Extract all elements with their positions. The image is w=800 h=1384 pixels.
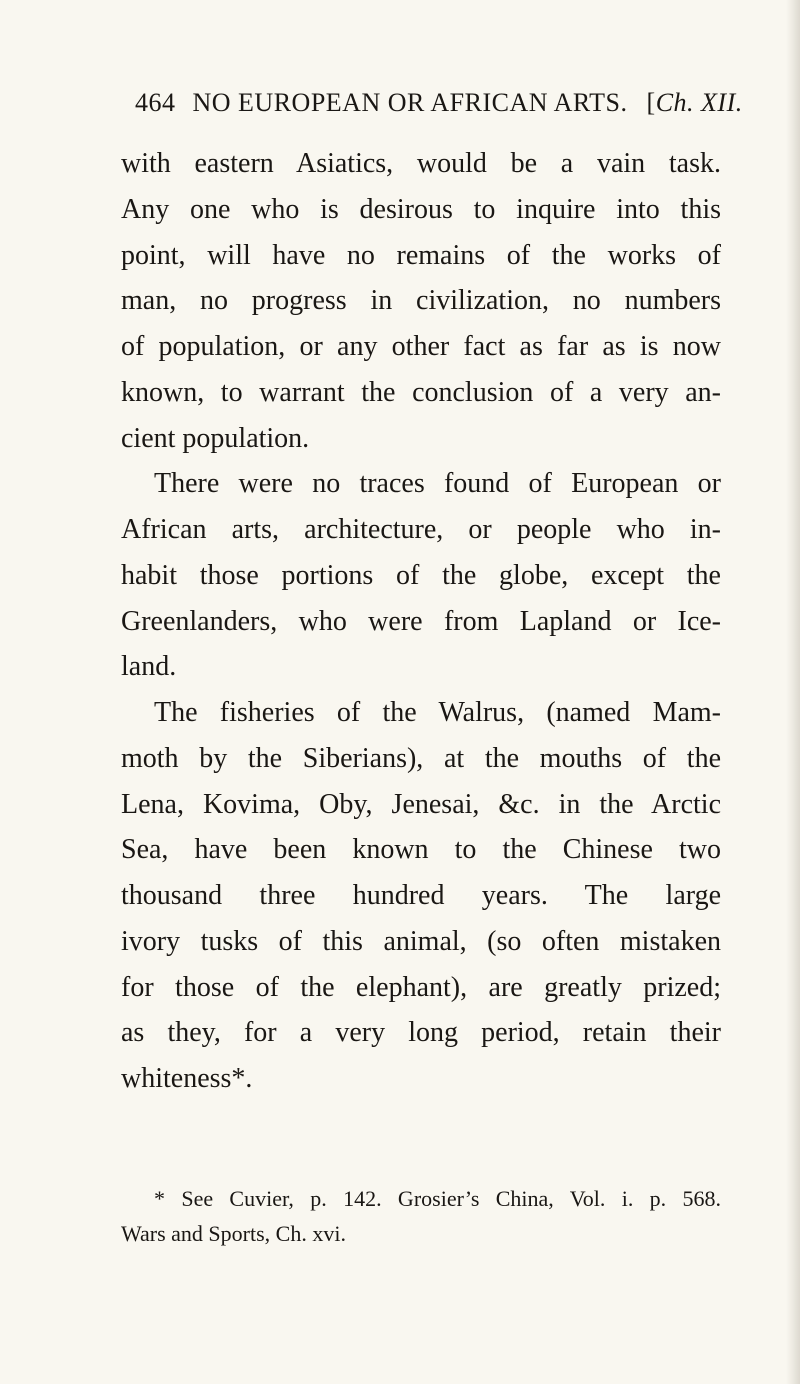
text-line: with eastern Asiatics, would be a vain task.: [121, 148, 721, 179]
running-head: [135, 88, 743, 118]
text-line: habit those portions of the globe, except the: [121, 559, 721, 591]
footnote: [121, 1181, 721, 1251]
text-line: of population, or any other fact as far as is now: [121, 331, 721, 362]
text-line: Greenlanders, who were from Lapland or Ice-: [121, 605, 721, 637]
text-line: moth by the Siberians), at the mouths of the: [121, 742, 721, 774]
text-line: ivory tusks of this animal, (so often mistaken: [121, 925, 721, 957]
chapter-label: Ch. XII.: [655, 88, 743, 117]
chapter-reference: [Ch. XII.: [646, 88, 743, 117]
text-line: Lena, Kovima, Oby, Jenesai, &c. in the Arctic: [121, 788, 721, 820]
text-line: known, to warrant the conclusion of a very an-: [121, 376, 721, 408]
text-line: Any one who is desirous to inquire into this: [121, 193, 721, 225]
text-line: as they, for a very long period, retain their: [121, 1017, 721, 1049]
text-line: There were no traces found of European or: [154, 468, 721, 500]
footnote-line: Wars and Sports, Ch. xvi.: [121, 1221, 346, 1246]
text-line: thousand three hundred years. The large: [121, 880, 721, 911]
text-line: for those of the elephant), are greatly prized;: [121, 971, 721, 1003]
text-line: The fisheries of the Walrus, (named Mam-: [154, 697, 721, 728]
text-line: land.: [121, 651, 177, 683]
body-text: [121, 141, 721, 1102]
running-title: NO EUROPEAN OR AFRICAN ARTS.: [192, 88, 628, 117]
text-line: point, will have no remains of the works of: [121, 239, 721, 271]
footnote-line: * See Cuvier, p. 142. Grosier’s China, Vol. i. p. 568.: [154, 1186, 721, 1211]
text-line: whiteness*.: [121, 1063, 253, 1094]
text-line: cient population.: [121, 422, 310, 454]
text-line: man, no progress in civilization, no numbers: [121, 285, 721, 317]
text-line: African arts, architecture, or people who in-: [121, 514, 721, 545]
page-number: 464: [135, 88, 176, 117]
text-line: Sea, have been known to the Chinese two: [121, 834, 721, 866]
page-edge-shadow: [786, 0, 800, 1384]
